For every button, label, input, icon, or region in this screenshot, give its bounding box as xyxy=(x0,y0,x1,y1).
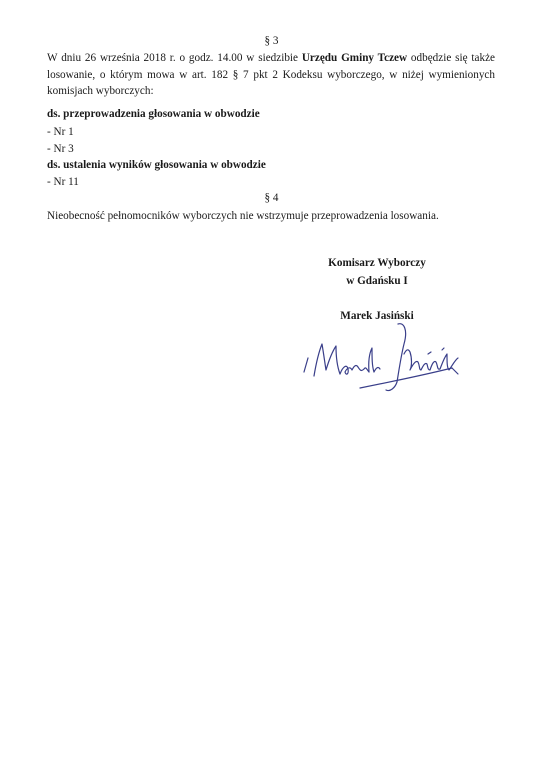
paragraph-text-post: odbędzie się także losowanie, o którym mowa w art. 182 § 7 pkt 2 Kodeksu wyborczego, w niżej wymienionych komisjach wyborczych: xyxy=(47,52,495,97)
paragraph-section-4: Nieobecność pełnomocników wyborczych nie wstrzymuje przeprowadzenia losowania. xyxy=(47,210,439,222)
signatory-name: Marek Jasiński xyxy=(340,310,414,322)
paragraph-text-pre: W dniu 26 września 2018 r. o godz. 14.00 w siedzibie xyxy=(47,52,302,64)
paragraph-text-office: Urzędu Gminy Tczew xyxy=(301,52,408,64)
list-item: - Nr 11 xyxy=(47,176,79,188)
group-heading-results: ds. ustalenia wyników głosowania w obwodzie xyxy=(47,159,266,171)
handwritten-signature xyxy=(300,314,470,394)
section-mark-3: § 3 xyxy=(264,35,279,47)
paragraph-section-3 xyxy=(47,50,495,100)
group-heading-voting: ds. przeprowadzenia głosowania w obwodzie xyxy=(47,108,260,120)
signatory-title-line2: w Gdańsku I xyxy=(346,275,408,287)
list-item: - Nr 3 xyxy=(47,143,74,155)
signatory-title-line1: Komisarz Wyborczy xyxy=(328,257,426,269)
list-item: - Nr 1 xyxy=(47,126,74,138)
section-mark-4: § 4 xyxy=(264,192,279,204)
